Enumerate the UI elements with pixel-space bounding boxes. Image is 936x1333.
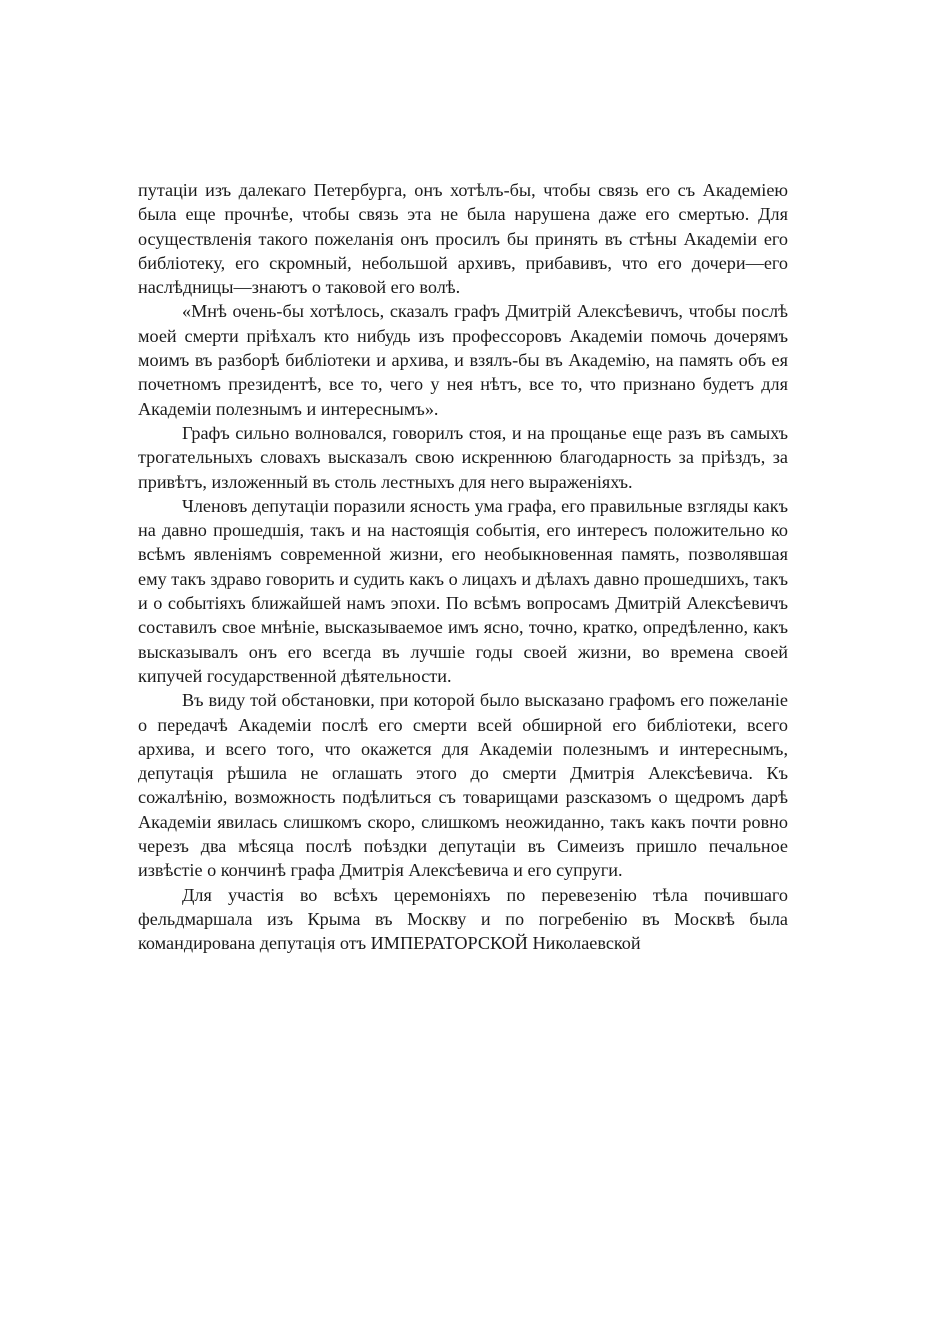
paragraph-decision: Въ виду той обстановки, при которой было высказано графомъ его пожеланіе о передачѣ Академіи послѣ его смерти всей обширной его библіотеки, всего архива, и всего того, что окажется для Академіи полезнымъ и интереснымъ, депутація рѣшила не оглашать этого до смерти Дмитрія Алексѣевича. Къ сожалѣнію, возможность подѣлиться съ товарищами разсказомъ о щедромъ дарѣ Академіи явилась слишкомъ скоро, слишкомъ неожиданно, такъ какъ почти ровно черезъ два мѣсяца послѣ поѣздки депутаціи въ Симеизъ пришло печальное извѣстіе о кончинѣ графа Дмитрія Алексѣевича и его супруги. [138,690,788,881]
body-text [138,178,788,956]
paragraph-continuation: путаціи изъ далекаго Петербурга, онъ хотѣлъ-бы, чтобы связь его съ Академіею была еще прочнѣе, чтобы связь эта не была нарушена даже его смертью. Для осуществленія такого пожеланія онъ просилъ бы принять въ стѣны Академіи его библіотеку, его скромный, небольшой архивъ, прибавивъ, что его дочери—его наслѣдницы—знаютъ о таковой его волѣ. [138,180,788,298]
paragraph-quote: «Мнѣ очень-бы хотѣлось, сказалъ графъ Дмитрій Алексѣевичъ, чтобы послѣ моей смерти пріѣхалъ кто нибудь изъ профессоровъ Академіи помочь дочерямъ моимъ въ разборѣ библіотеки и архива, и взялъ-бы въ Академію, на память объ ея почетномъ президентѣ, все то, чего у нея нѣтъ, все то, что признано будетъ для Академіи полезнымъ и интереснымъ». [138,301,788,419]
paragraph-farewell: Графъ сильно волновался, говорилъ стоя, и на прощанье еще разъ въ самыхъ трогательныхъ словахъ высказалъ свою искреннюю благодарность за пріѣздъ, за привѣтъ, изложенный въ столь лестныхъ для него выраженіяхъ. [138,422,788,492]
paragraph-impressions: Членовъ депутаціи поразили ясность ума графа, его правильные взгляды какъ на давно прошедшія, такъ и на настоящія событія, его интересъ положительно ко всѣмъ явленіямъ современной жизни, его необыкновенная память, позволявшая ему такъ здраво говорить и судить какъ о лицахъ и дѣлахъ давно прошедшихъ, такъ и о событіяхъ ближайшей намъ эпохи. По всѣмъ вопросамъ Дмитрій Алексѣевичъ составилъ свое мнѣніе, высказываемое имъ ясно, точно, кратко, опредѣленно, какъ высказывалъ онъ его всегда въ лучшіе годы своей жизни, во времена своей кипучей государственной дѣятельности. [138,495,788,686]
paragraph-delegation: Для участія во всѣхъ церемоніяхъ по перевезенію тѣла почившаго фельдмаршала изъ Крыма въ Москву и по погребенію въ Москвѣ была командирована депутація отъ ИМПЕРАТОРСКОЙ Николаевской [138,884,788,954]
